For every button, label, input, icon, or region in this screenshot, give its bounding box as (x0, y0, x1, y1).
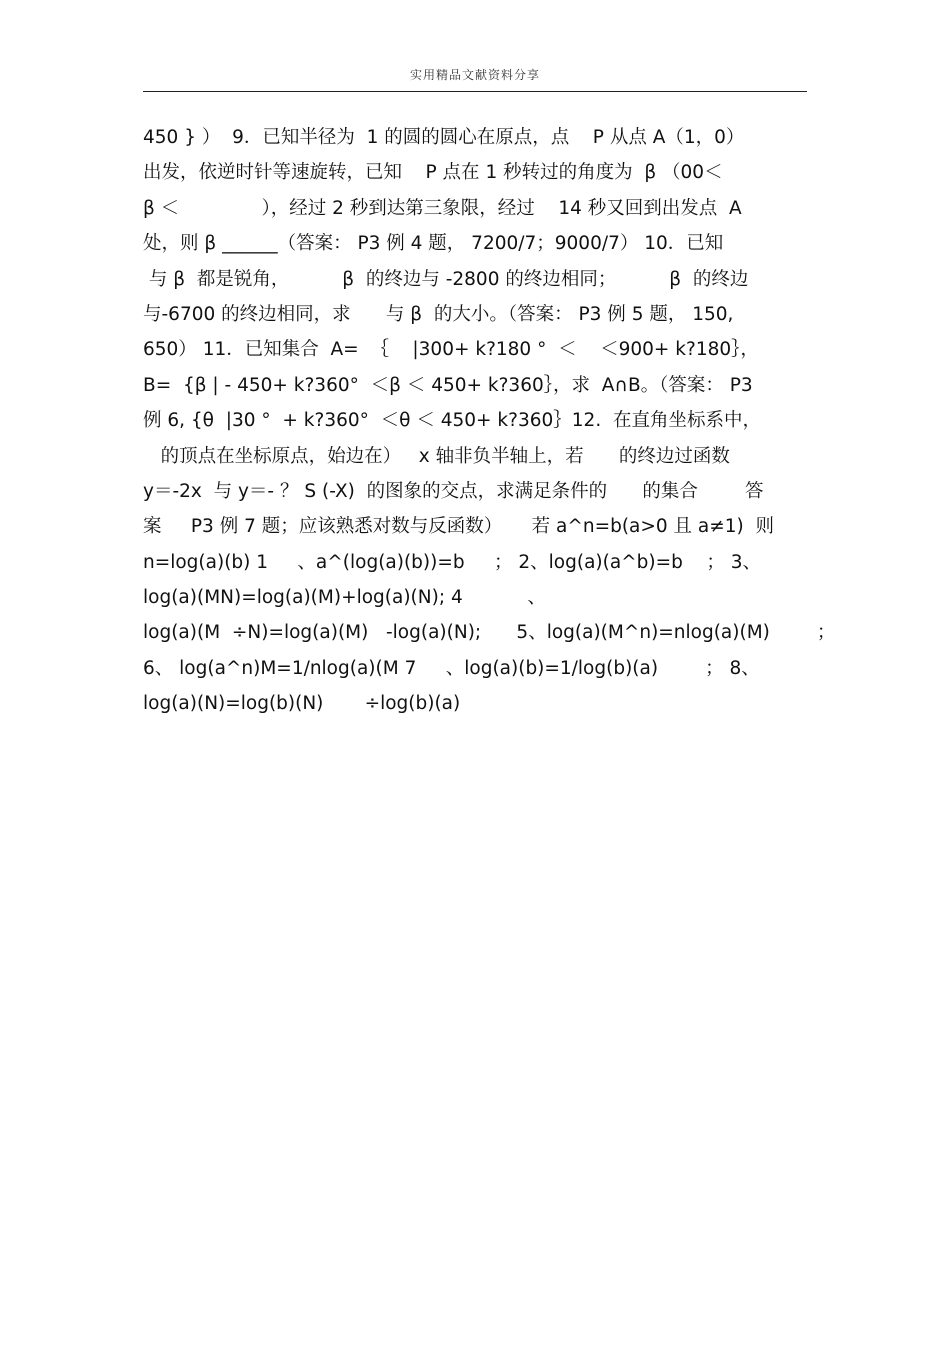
page-header-title: 实用精品文献资料分享 (409, 68, 540, 82)
text-line: 6、 log(a^n)M=1/nlog(a)(M 7 、log(a)(b)=1/log(b)(a) ； 8、 (143, 657, 760, 679)
text-line: 的顶点在坐标原点，始边在） x 轴非负半轴上，若 的终边过函数 (143, 445, 730, 467)
text-line: β ＜ ），经过 2 秒到达第三象限，经过 14 秒又回到出发点 A (143, 197, 742, 219)
header-divider (143, 91, 807, 92)
text-line: y＝-2x 与 y＝- ？ S (-X) 的图象的交点，求满足条件的 的集合 答 (143, 480, 764, 502)
text-line: log(a)(N)=log(b)(N) ÷log(b)(a) (143, 693, 461, 715)
text-line: B= {β | - 450+ k?360° ＜β ＜ 450+ k?360｝，求 A∩B。（答案： P3 (143, 374, 753, 396)
text-line: 与-6700 的终边相同，求 与 β 的大小。（答案： P3 例 5 题， 150, (143, 303, 734, 325)
text-line: 与 β 都是锐角， β 的终边与 -2800 的终边相同； β 的终边 (143, 268, 749, 290)
text-line: 处，则 β ______（答案： P3 例 4 题， 7200/7；9000/7） 10．已知 (143, 233, 724, 255)
text-line: log(a)(MN)=log(a)(M)+log(a)(N); 4 、 (143, 587, 546, 609)
text-line: 650） 11．已知集合 A= ｛ |300+ k?180 ° ＜ ＜900+ k?180｝， (143, 339, 759, 361)
text-line: n=log(a)(b) 1 、a^(log(a)(b))=b ； 2、log(a)(a^b)=b ； 3、 (143, 551, 762, 573)
text-line: 例 6, {θ |30 ° + k?360° ＜θ ＜ 450+ k?360｝12. 在直角坐标系中， (143, 410, 761, 432)
text-line: 450 } ） 9．已知半径为 1 的圆的圆心在原点，点 P 从点 A（1，0） (143, 127, 745, 148)
text-line: 出发，依逆时针等速旋转，已知 P 点在 1 秒转过的角度为 β （00＜ (143, 162, 723, 184)
text-line: 案 P3 例 7 题；应该熟悉对数与反函数） 若 a^n=b(a>0 且 a≠1) 则 (143, 516, 775, 538)
document-body (143, 120, 843, 722)
text-line: log(a)(M ÷N)=log(a)(M) -log(a)(N); 5、log(a)(M^n)=nlog(a)(M) ； (143, 622, 836, 644)
